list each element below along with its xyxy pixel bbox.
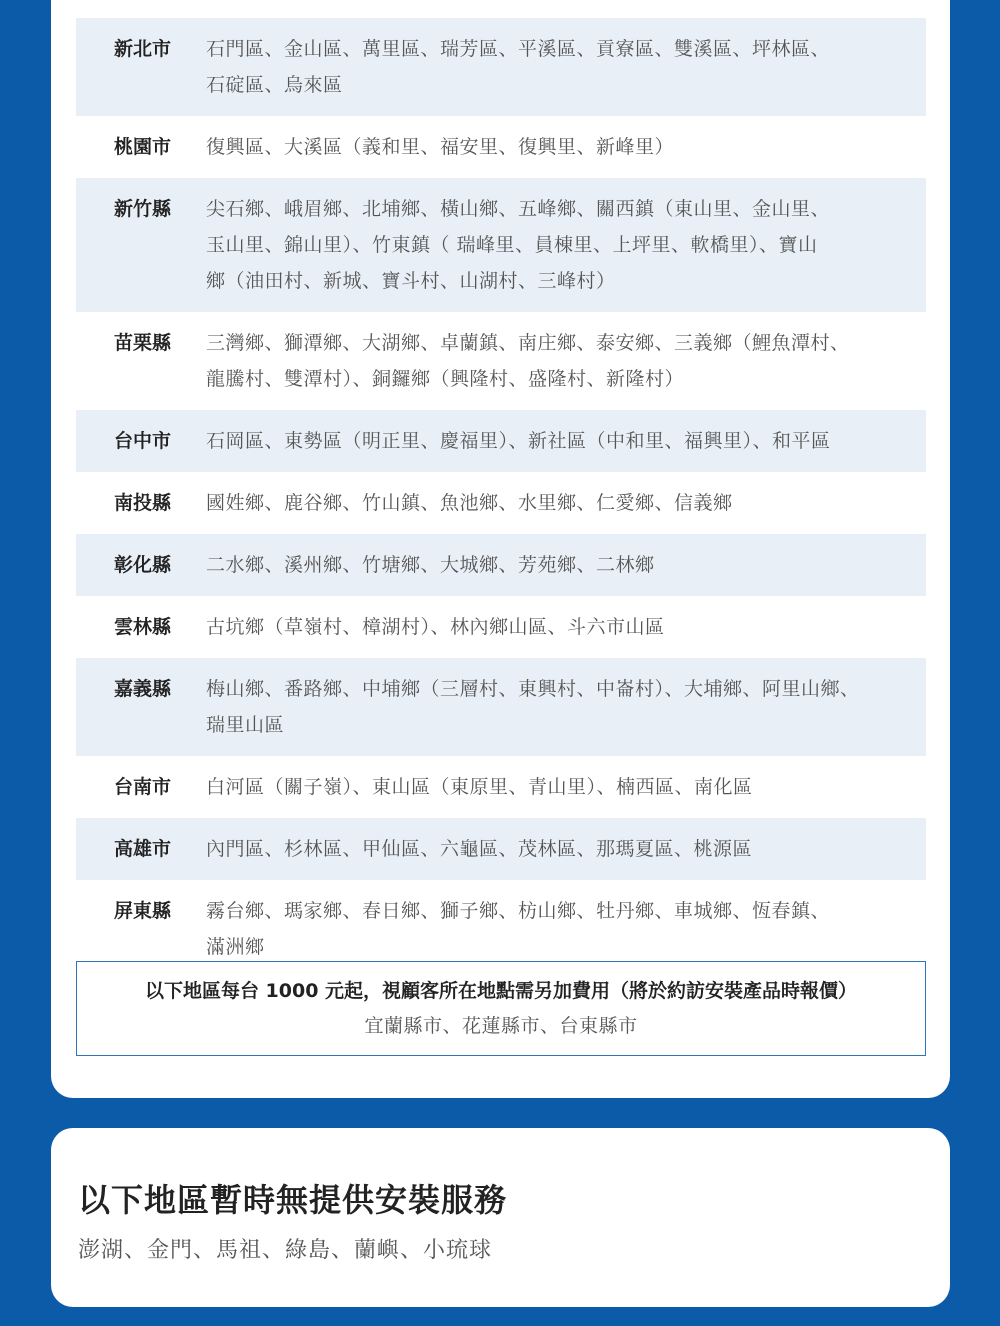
region-row-yunlin — [76, 596, 926, 658]
county-name: 屏東縣 — [114, 900, 172, 922]
county-areas: 三灣鄉、獅潭鄉、大湖鄉、卓蘭鎮、南庄鄉、泰安鄉、三義鄉（鯉魚潭村、 龍騰村、雙潭村）、銅鑼鄉（興隆村、盛隆村、新隆村） — [206, 332, 850, 390]
county-areas: 石岡區、東勢區（明正里、慶福里）、新社區（中和里、福興里）、和平區 — [206, 430, 831, 452]
county-name: 苗栗縣 — [114, 332, 172, 354]
surcharge-notice-areas: 宜蘭縣市、花蓮縣市、台東縣市 — [364, 1015, 638, 1037]
county-name: 新竹縣 — [114, 198, 172, 220]
county-name: 台中市 — [114, 430, 172, 452]
surcharge-notice-title: 以下地區每台 1000 元起，視顧客所在地點需另加費用（將於約訪安裝產品時報價） — [144, 980, 858, 1002]
region-row-new-taipei — [76, 18, 926, 116]
region-table — [76, 18, 926, 978]
county-areas: 尖石鄉、峨眉鄉、北埔鄉、橫山鄉、五峰鄉、關西鎮（東山里、金山里、 玉山里、錦山里）、竹東鎮（ 瑞峰里、員棟里、上坪里、軟橋里）、寶山 鄉（油田村、新城、寶斗村、山湖村、三峰村） — [206, 198, 831, 292]
unavailable-areas: 澎湖、金門、馬祖、綠島、蘭嶼、小琉球 — [78, 1238, 493, 1263]
county-name: 嘉義縣 — [114, 678, 172, 700]
county-name: 高雄市 — [114, 838, 172, 860]
region-row-miaoli — [76, 312, 926, 410]
region-row-chiayi — [76, 658, 926, 756]
region-row-nantou — [76, 472, 926, 534]
county-name: 台南市 — [114, 776, 172, 798]
county-name: 雲林縣 — [114, 616, 172, 638]
county-areas: 二水鄉、溪州鄉、竹塘鄉、大城鄉、芳苑鄉、二林鄉 — [206, 554, 655, 576]
surcharge-regions-card — [51, 0, 950, 1098]
county-areas: 復興區、大溪區（義和里、福安里、復興里、新峰里） — [206, 136, 675, 158]
county-areas: 內門區、杉林區、甲仙區、六龜區、茂林區、那瑪夏區、桃源區 — [206, 838, 753, 860]
region-row-taoyuan — [76, 116, 926, 178]
county-areas: 國姓鄉、鹿谷鄉、竹山鎮、魚池鄉、水里鄉、仁愛鄉、信義鄉 — [206, 492, 733, 514]
surcharge-notice-box — [76, 961, 926, 1056]
region-row-hsinchu — [76, 178, 926, 312]
region-row-tainan — [76, 756, 926, 818]
county-areas: 霧台鄉、瑪家鄉、春日鄉、獅子鄉、枋山鄉、牡丹鄉、車城鄉、恆春鎮、 滿洲鄉 — [206, 900, 831, 958]
unavailable-regions-card — [51, 1128, 950, 1307]
county-areas: 石門區、金山區、萬里區、瑞芳區、平溪區、貢寮區、雙溪區、坪林區、 石碇區、烏來區 — [206, 38, 831, 96]
county-name: 彰化縣 — [114, 554, 172, 576]
county-areas: 梅山鄉、番路鄉、中埔鄉（三層村、東興村、中崙村）、大埔鄉、阿里山鄉、 瑞里山區 — [206, 678, 860, 736]
region-row-kaohsiung — [76, 818, 926, 880]
county-areas: 古坑鄉（草嶺村、樟湖村）、林內鄉山區、斗六市山區 — [206, 616, 665, 638]
region-row-changhua — [76, 534, 926, 596]
county-areas: 白河區（關子嶺）、東山區（東原里、青山里）、楠西區、南化區 — [206, 776, 753, 798]
region-row-taichung — [76, 410, 926, 472]
county-name: 南投縣 — [114, 492, 172, 514]
unavailable-title: 以下地區暫時無提供安裝服務 — [78, 1181, 508, 1219]
county-name: 桃園市 — [114, 136, 172, 158]
county-name: 新北市 — [114, 38, 172, 60]
